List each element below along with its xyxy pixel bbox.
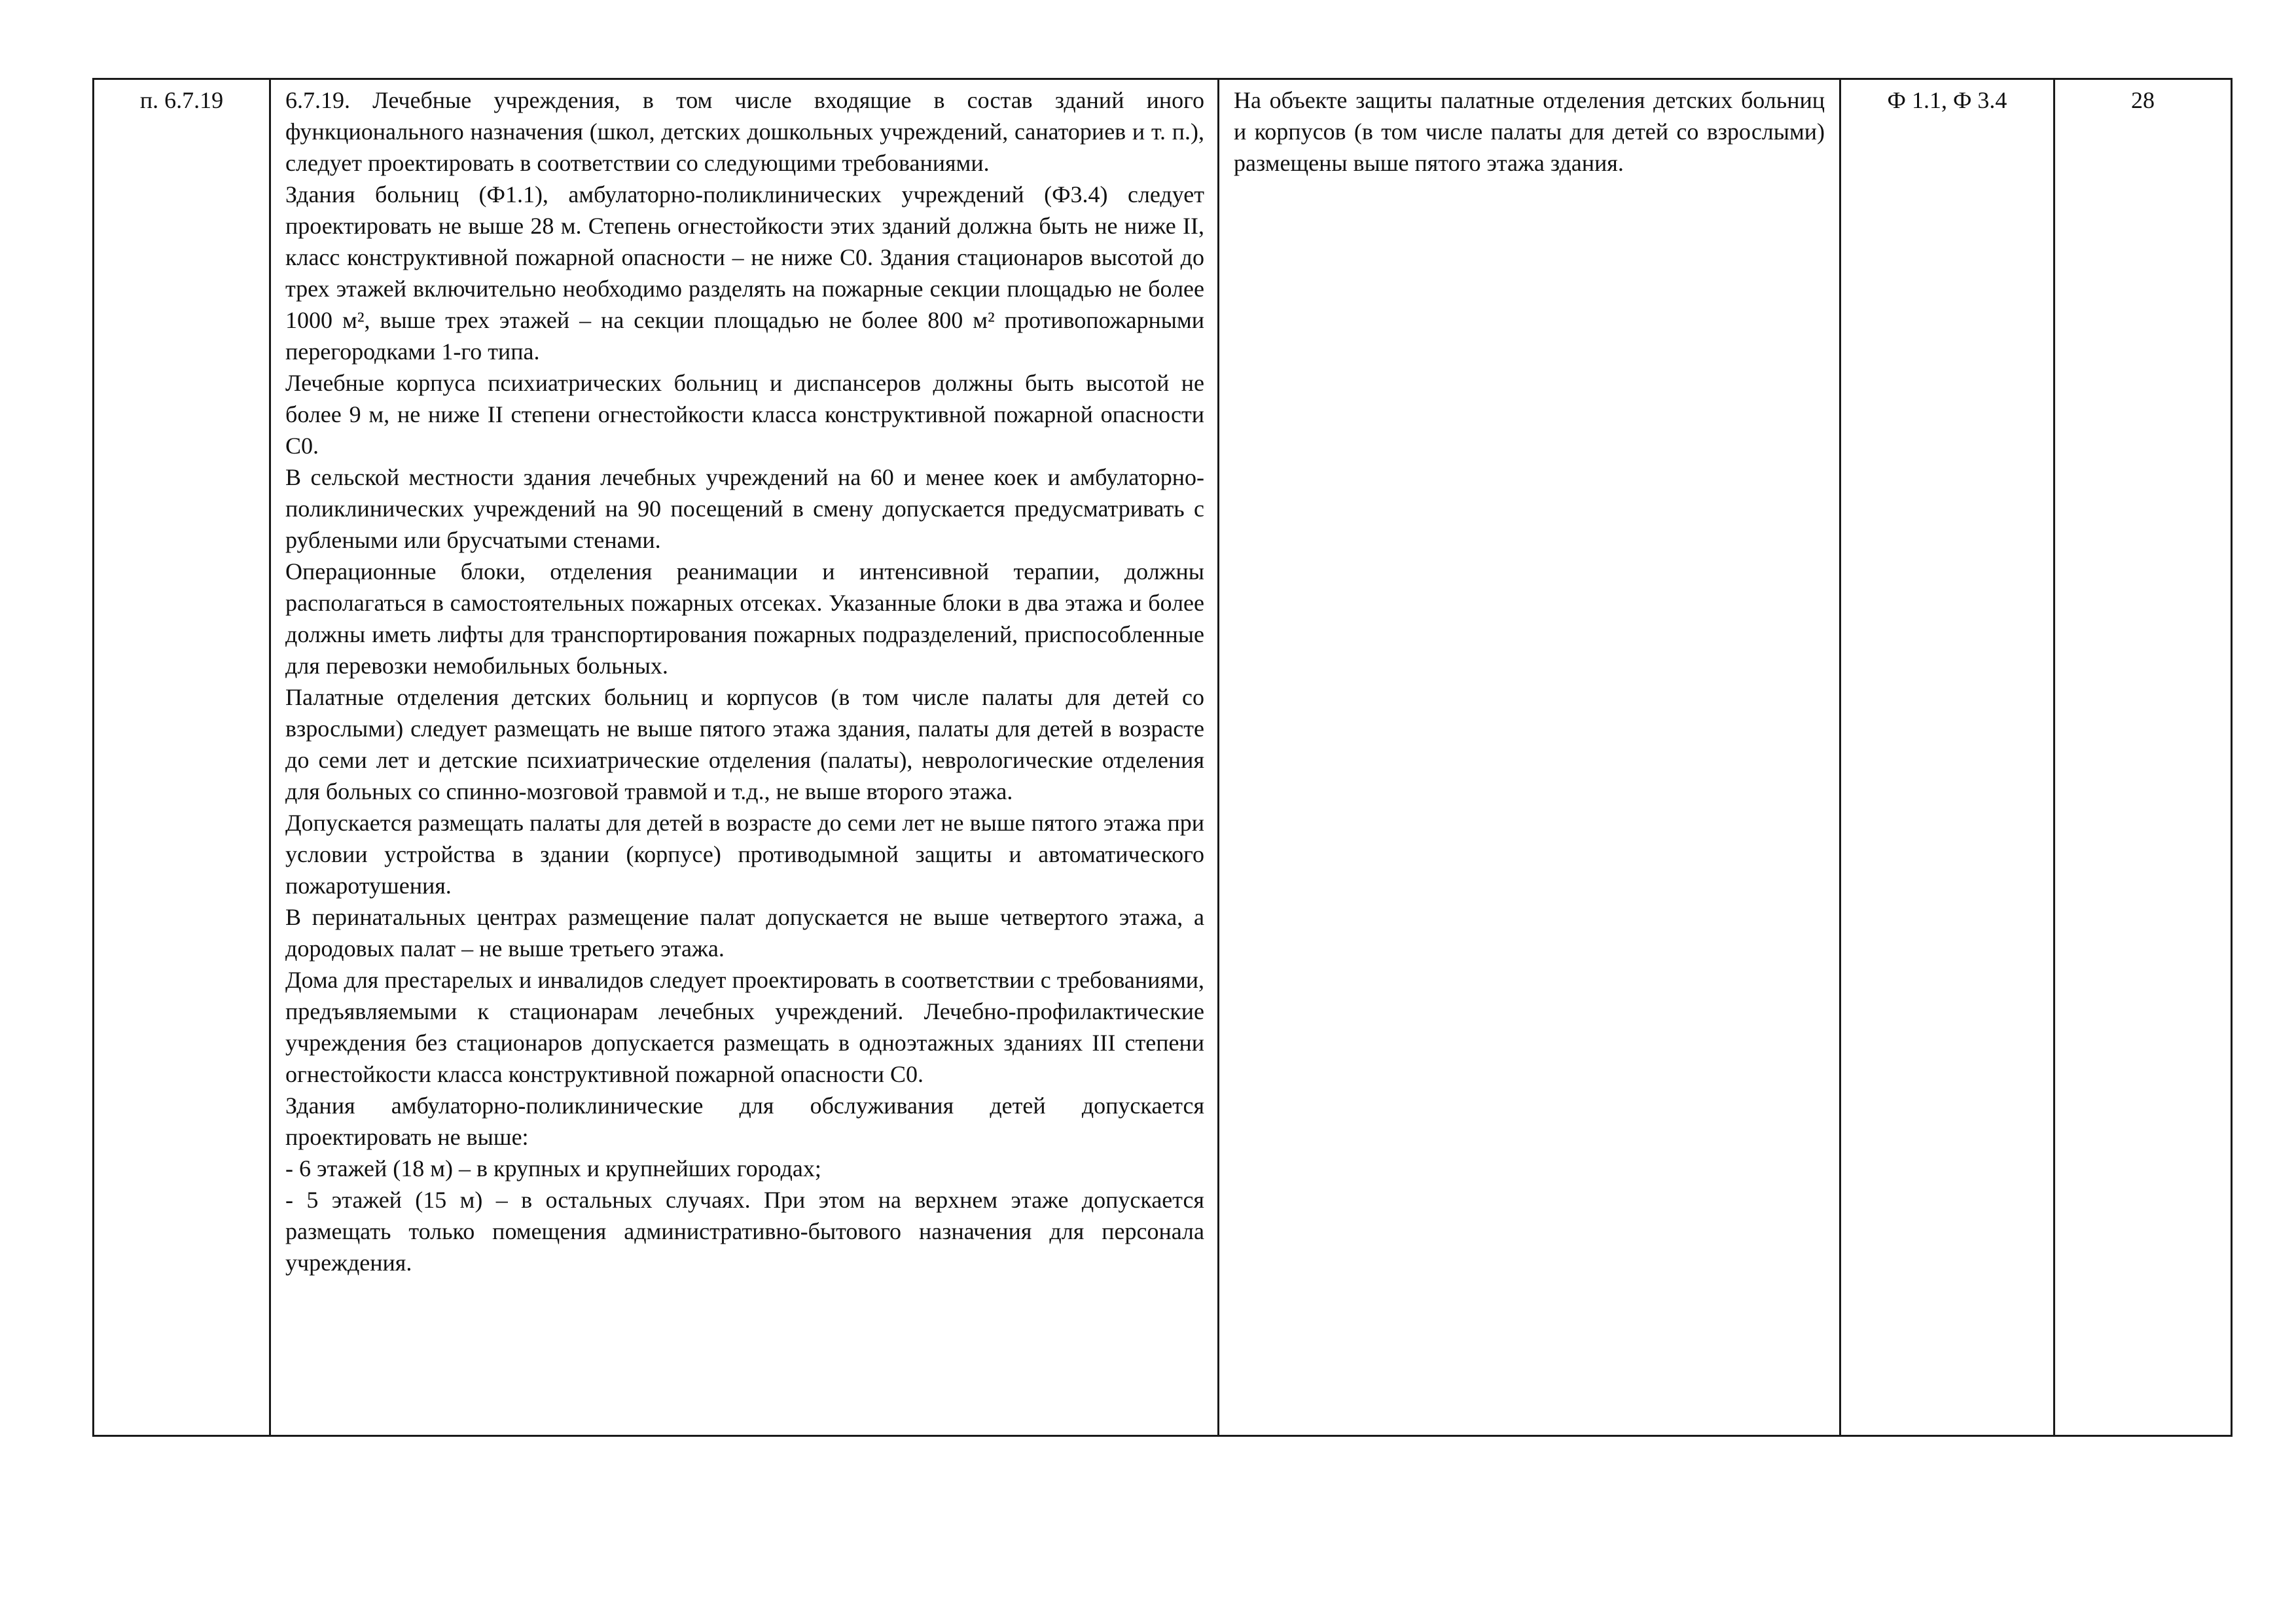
requirement-paragraph: Операционные блоки, отделения реанимации и интенсивной терапии, должны располагаться в самостоятельных пожарных отсеках. Указанные блоки в два этажа и более должны иметь лифты для транспортирования пожарных подразделений, приспособленные для перевозки немобильных больных. xyxy=(285,558,1204,679)
violation-cell xyxy=(1219,79,1840,1436)
table-row xyxy=(94,79,2232,1436)
requirement-paragraph: Лечебные корпуса психиатрических больниц и диспансеров должны быть высотой не более 9 м, не ниже II степени огнестойкости класса конструктивной пожарной опасности С0. xyxy=(285,370,1204,459)
requirement-paragraph: Допускается размещать палаты для детей в возрасте до семи лет не выше пятого этажа при условии устройства в здании (корпусе) противодымной защиты и автоматического пожаротушения. xyxy=(285,810,1204,899)
requirement-cell xyxy=(270,79,1219,1436)
requirement-paragraph: - 5 этажей (15 м) – в остальных случаях. При этом на верхнем этаже допускается размещать только помещения административно-бытового назначения для персонала учреждения. xyxy=(285,1187,1204,1276)
violation-text: На объекте защиты палатные отделения детских больниц и корпусов (в том числе палаты для детей со взрослыми) размещены выше пятого этажа здания. xyxy=(1234,87,1825,176)
requirement-paragraph: Дома для престарелых и инвалидов следует проектировать в соответствии с требованиями, предъявляемыми к стационарам лечебных учреждений. Лечебно-профилактические учреждения без стационаров допускается размещать в одноэтажных зданиях III степени огнестойкости класса конструктивной пожарной опасности С0. xyxy=(285,967,1204,1087)
requirements-table xyxy=(92,78,2233,1437)
requirement-paragraph: Палатные отделения детских больниц и корпусов (в том числе палаты для детей со взрослыми) следует размещать не выше пятого этажа здания, палаты для детей в возрасте до семи лет и детские психиатрические отделения (палаты), неврологические отделения для больных со спинно-мозговой травмой и т.д., не выше второго этажа. xyxy=(285,684,1204,804)
functional-class-text: Ф 1.1, Ф 3.4 xyxy=(1887,87,2007,113)
reference-cell xyxy=(94,79,270,1436)
number-cell xyxy=(2054,79,2232,1436)
requirement-paragraph: Здания больниц (Ф1.1), амбулаторно-поликлинических учреждений (Ф3.4) следует проектировать не выше 28 м. Степень огнестойкости этих зданий должна быть не ниже II, класс конструктивной пожарной опасности – не ниже С0. Здания стационаров высотой до трех этажей включительно необходимо разделять на пожарные секции площадью не более 1000 м², выше трех этажей – на секции площадью не более 800 м² противопожарными перегородками 1-го типа. xyxy=(285,181,1204,365)
requirement-paragraph: 6.7.19. Лечебные учреждения, в том числе входящие в состав зданий иного функционального назначения (школ, детских дошкольных учреждений, санаториев и т. п.), следует проектировать в соответствии со следующими требованиями. xyxy=(285,87,1204,176)
number-text: 28 xyxy=(2131,87,2155,113)
requirement-paragraph: - 6 этажей (18 м) – в крупных и крупнейших городах; xyxy=(285,1155,821,1182)
requirement-paragraph: В сельской местности здания лечебных учреждений на 60 и менее коек и амбулаторно-поликлинических учреждений на 90 посещений в смену допускается предусматривать с рублеными или брусчатыми стенами. xyxy=(285,464,1204,553)
requirement-paragraph: Здания амбулаторно-поликлинические для обслуживания детей допускается проектировать не выше: xyxy=(285,1092,1204,1150)
functional-class-cell xyxy=(1840,79,2054,1436)
requirement-paragraph: В перинатальных центрах размещение палат допускается не выше четвертого этажа, а дородовых палат – не выше третьего этажа. xyxy=(285,904,1204,962)
reference-text: п. 6.7.19 xyxy=(139,87,224,113)
